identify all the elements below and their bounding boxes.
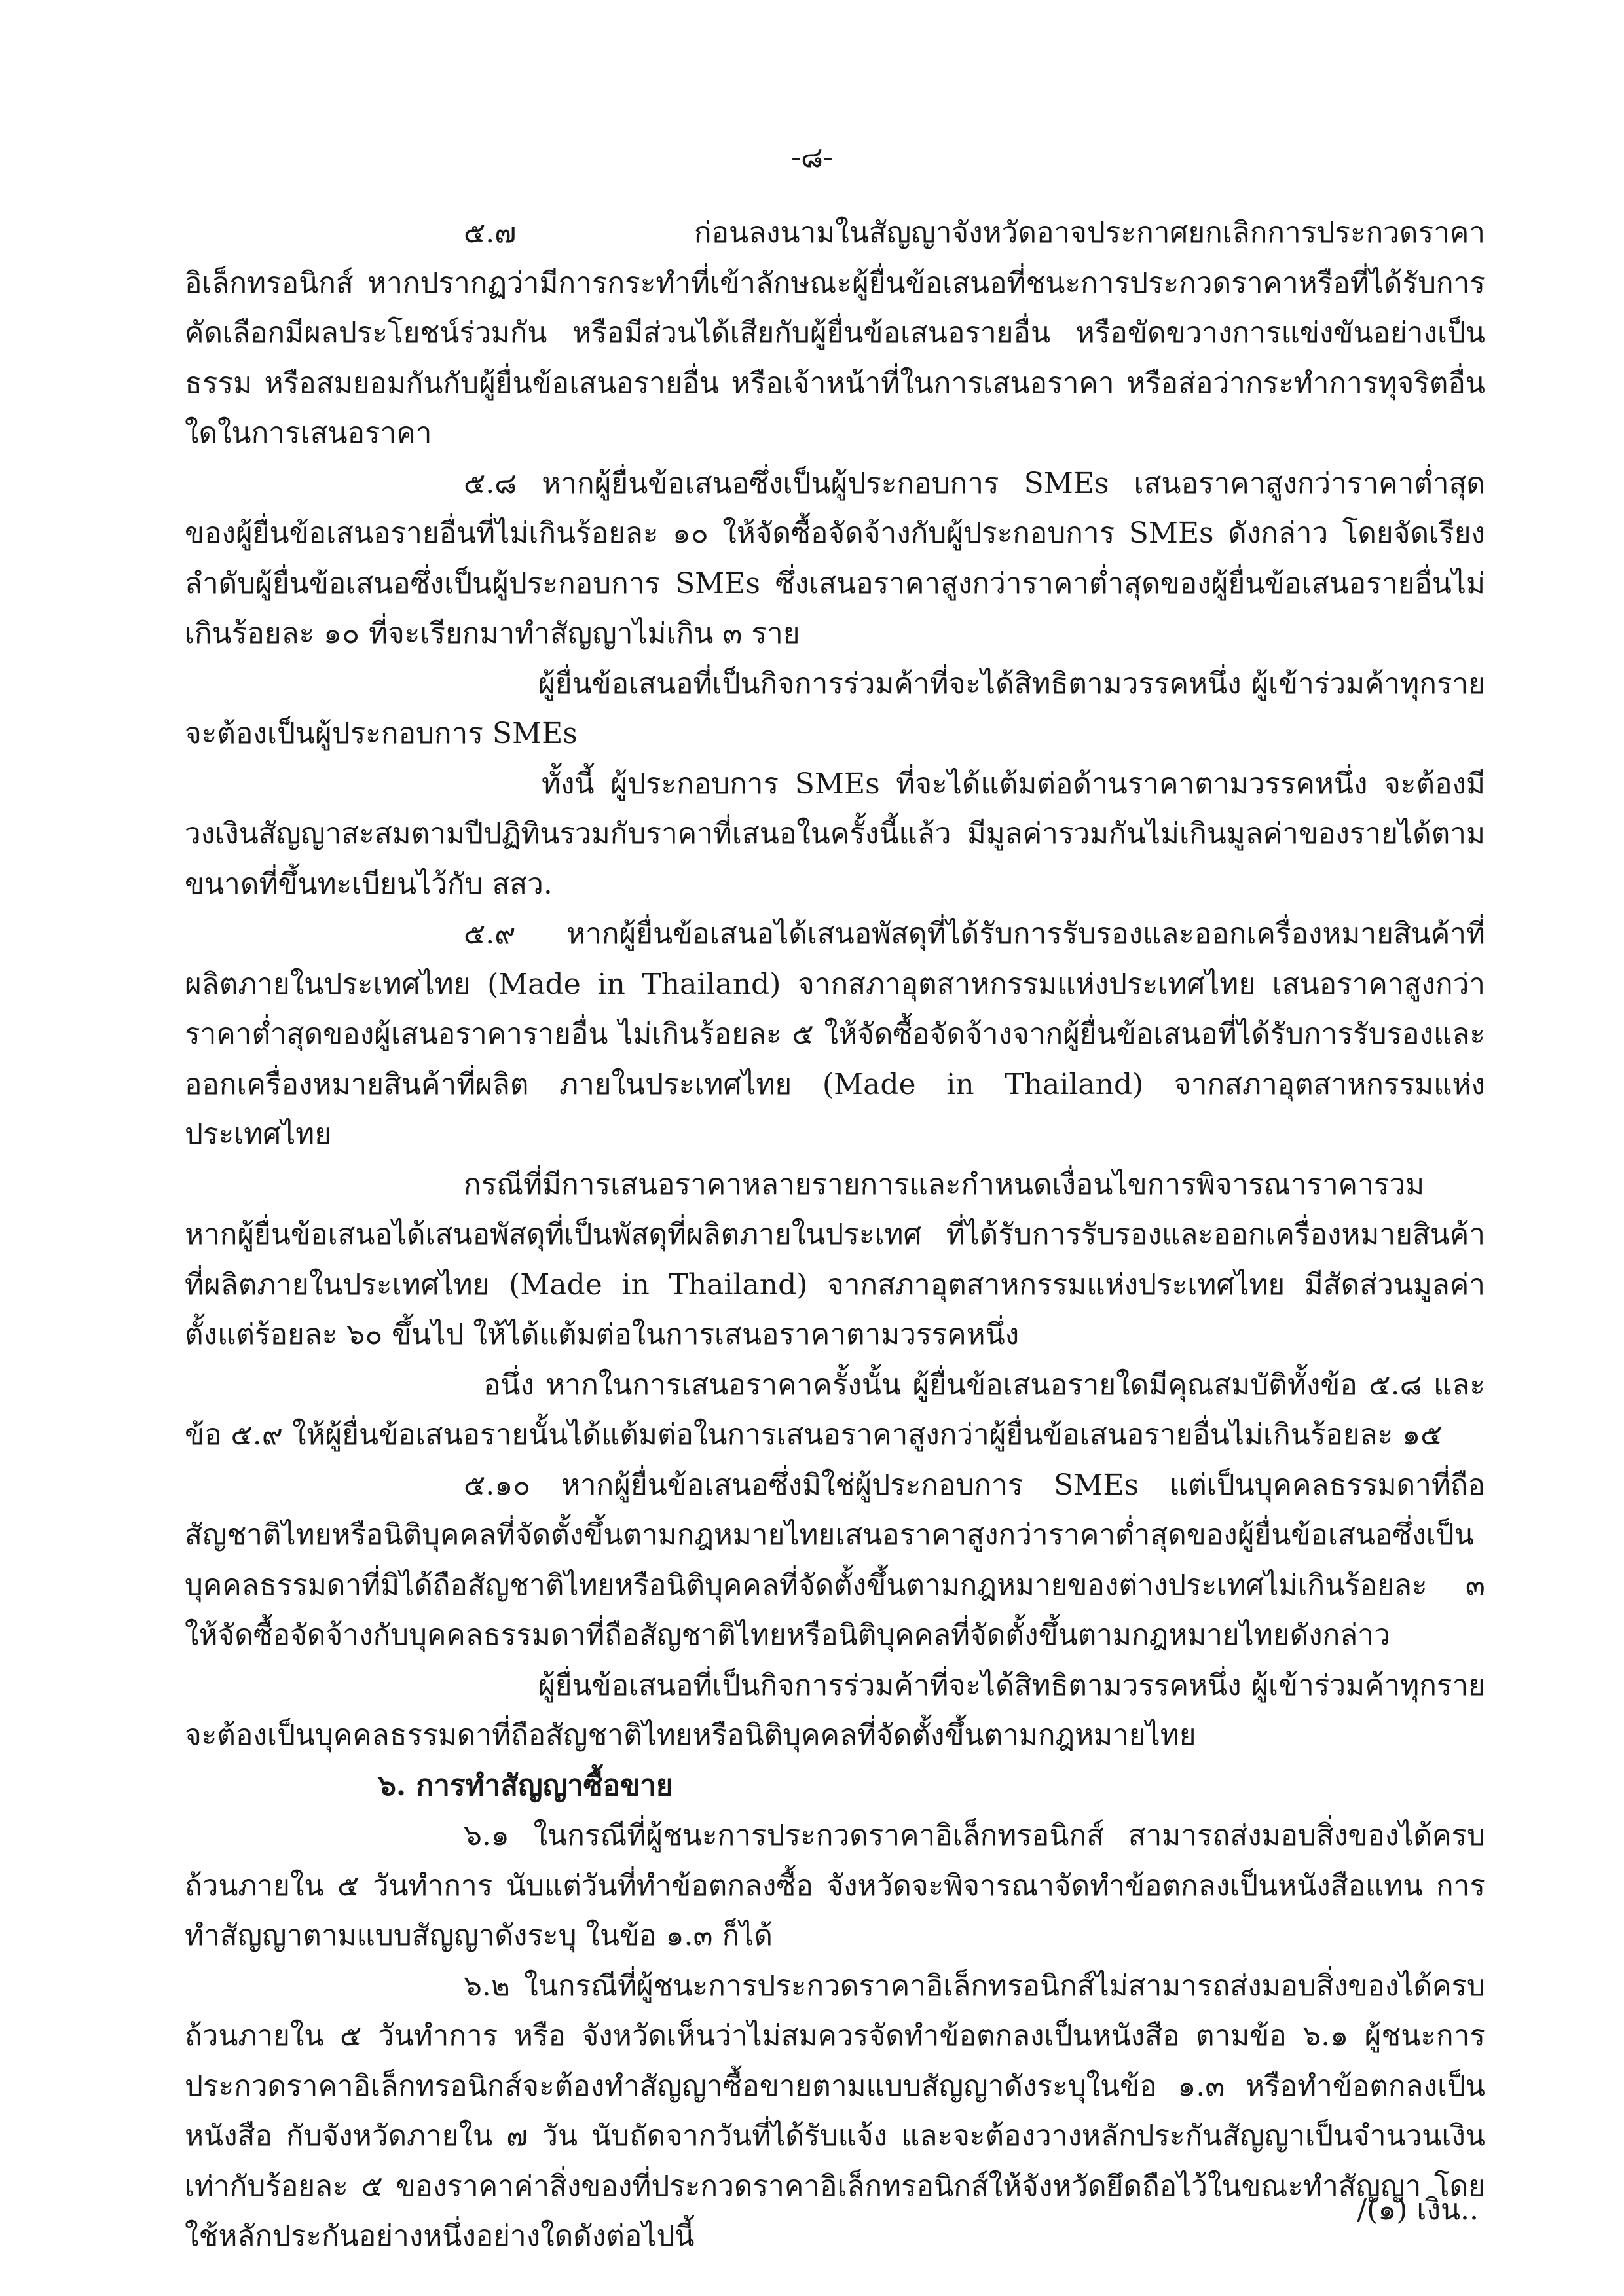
page-number: -๘-: [791, 141, 833, 174]
paragraph-6-1: ๖.๑ ในกรณีที่ผู้ชนะการประกวดราคาอิเล็กทรอนิกส์ สามารถส่งมอบสิ่งของได้ครบถ้วนภายใน ๕ วันทำการ นับแต่วันที่ทำข้อตกลงซื้อ จังหวัดจะพิจารณาจัดทำข้อตกลงเป็นหนังสือแทน การทำสัญญาตามแบบสัญญาดังระบุ ในข้อ ๑.๓ ก็ได้: [185, 1819, 1485, 1952]
paragraph-6-2: ๖.๒ ในกรณีที่ผู้ชนะการประกวดราคาอิเล็กทรอนิกส์ไม่สามารถส่งมอบสิ่งของได้ครบถ้วนภายใน ๕ วันทำการ หรือ จังหวัดเห็นว่าไม่สมควรจัดทำข้อตกลงเป็นหนังสือ ตามข้อ ๖.๑ ผู้ชนะการประกวดราคาอิเล็กทรอนิกส์จะต้องทำสัญญาซื้อขายตามแบบสัญญาดังระบุในข้อ ๑.๓ หรือทำข้อตกลงเป็นหนังสือ กับจังหวัดภายใน ๗ วัน นับถัดจากวันที่ได้รับแจ้ง และจะต้องวางหลักประกันสัญญาเป็นจำนวนเงินเท่ากับร้อยละ ๕ ของราคาค่าสิ่งของที่ประกวดราคาอิเล็กทรอนิกส์ให้จังหวัดยึดถือไว้ในขณะทำสัญญา โดยใช้หลักประกันอย่างหนึ่งอย่างใดดังต่อไปนี้: [185, 1969, 1485, 2253]
paragraph-5-8: ๕.๘ หากผู้ยื่นข้อเสนอซึ่งเป็นผู้ประกอบการ SMEs เสนอราคาสูงกว่าราคาต่ำสุดของผู้ยื่นข้อเสนอรายอื่นที่ไม่เกินร้อยละ ๑๐ ให้จัดซื้อจัดจ้างกับผู้ประกอบการ SMEs ดังกล่าว โดยจัดเรียงลำดับผู้ยื่นข้อเสนอซึ่งเป็นผู้ประกอบการ SMEs ซึ่งเสนอราคาสูงกว่าราคาต่ำสุดของผู้ยื่นข้อเสนอรายอื่นไม่เกินร้อยละ ๑๐ ที่จะเรียกมาทำสัญญาไม่เกิน ๓ ราย: [185, 466, 1485, 650]
paragraph-5-9-combined: อนึ่ง หากในการเสนอราคาครั้งนั้น ผู้ยื่นข้อเสนอรายใดมีคุณสมบัติทั้งข้อ ๕.๘ และข้อ ๕.๙ ให้ผู้ยื่นข้อเสนอรายนั้นได้แต้มต่อในการเสนอราคาสูงกว่าผู้ยื่นข้อเสนอรายอื่นไม่เกินร้อยละ ๑๕: [185, 1368, 1485, 1451]
paragraph-5-9-multi-item: กรณีที่มีการเสนอราคาหลายรายการและกำหนดเงื่อนไขการพิจารณาราคารวม หากผู้ยื่นข้อเสนอได้เสนอพัสดุที่เป็นพัสดุที่ผลิตภายในประเทศ ที่ได้รับการรับรองและออกเครื่องหมายสินค้าที่ผลิตภายในประเทศไทย (Made in Thailand) จากสภาอุตสาหกรรมแห่งประเทศไทย มีสัดส่วนมูลค่าตั้งแต่ร้อยละ ๖๐ ขึ้นไป ให้ได้แต้มต่อในการเสนอราคาตามวรรคหนึ่ง: [185, 1167, 1485, 1351]
paragraph-5-10-joint-venture: ผู้ยื่นข้อเสนอที่เป็นกิจการร่วมค้าที่จะได้สิทธิตามวรรคหนึ่ง ผู้เข้าร่วมค้าทุกรายจะต้องเป็นบุคคลธรรมดาที่ถือสัญชาติไทยหรือนิติบุคคลที่จัดตั้งขึ้นตามกฎหมายไทย: [185, 1668, 1485, 1752]
paragraph-5-8-sme-limit: ทั้งนี้ ผู้ประกอบการ SMEs ที่จะได้แต้มต่อด้านราคาตามวรรคหนึ่ง จะต้องมีวงเงินสัญญาสะสมตามปีปฏิทินรวมกับราคาที่เสนอในครั้งนี้แล้ว มีมูลค่ารวมกันไม่เกินมูลค่าของรายได้ตามขนาดที่ขึ้นทะเบียนไว้กับ สสว.: [185, 767, 1485, 901]
document-body: [185, 208, 1485, 2262]
paragraph-5-9: ๕.๙ หากผู้ยื่นข้อเสนอได้เสนอพัสดุที่ได้รับการรับรองและออกเครื่องหมายสินค้าที่ผลิตภายในประเทศไทย (Made in Thailand) จากสภาอุตสาหกรรมแห่งประเทศไทย เสนอราคาสูงกว่าราคาต่ำสุดของผู้เสนอราคารายอื่น ไม่เกินร้อยละ ๕ ให้จัดซื้อจัดจ้างจากผู้ยื่นข้อเสนอที่ได้รับการรับรองและออกเครื่องหมายสินค้าที่ผลิต ภายในประเทศไทย (Made in Thailand) จากสภาอุตสาหกรรมแห่งประเทศไทย: [185, 917, 1485, 1151]
continuation-marker: /(๑) เงิน..: [1357, 2193, 1479, 2227]
section-heading-6: ๖. การทำสัญญาซื้อขาย: [378, 1768, 673, 1802]
paragraph-5-10: ๕.๑๐ หากผู้ยื่นข้อเสนอซึ่งมิใช่ผู้ประกอบการ SMEs แต่เป็นบุคคลธรรมดาที่ถือสัญชาติไทยหรือนิติบุคคลที่จัดตั้งขึ้นตามกฎหมายไทยเสนอราคาสูงกว่าราคาต่ำสุดของผู้ยื่นข้อเสนอซึ่งเป็นบุคคลธรรมดาที่มิได้ถือสัญชาติไทยหรือนิติบุคคลที่จัดตั้งขึ้นตามกฎหมายของต่างประเทศไม่เกินร้อยละ ๓ ให้จัดซื้อจัดจ้างกับบุคคลธรรมดาที่ถือสัญชาติไทยหรือนิติบุคคลที่จัดตั้งขึ้นตามกฎหมายไทยดังกล่าว: [185, 1468, 1485, 1652]
paragraph-5-8-joint-venture: ผู้ยื่นข้อเสนอที่เป็นกิจการร่วมค้าที่จะได้สิทธิตามวรรคหนึ่ง ผู้เข้าร่วมค้าทุกรายจะต้องเป็นผู้ประกอบการ SMEs: [185, 666, 1485, 750]
paragraph-5-7: ๕.๗ ก่อนลงนามในสัญญาจังหวัดอาจประกาศยกเลิกการประกวดราคาอิเล็กทรอนิกส์ หากปรากฏว่ามีการกระทำที่เข้าลักษณะผู้ยื่นข้อเสนอที่ชนะการประกวดราคาหรือที่ได้รับการคัดเลือกมีผลประโยชน์ร่วมกัน หรือมีส่วนได้เสียกับผู้ยื่นข้อเสนอรายอื่น หรือขัดขวางการแข่งขันอย่างเป็นธรรม หรือสมยอมกันกับผู้ยื่นข้อเสนอรายอื่น หรือเจ้าหน้าที่ในการเสนอราคา หรือส่อว่ากระทำการทุจริตอื่นใดในการเสนอราคา: [185, 216, 1485, 450]
